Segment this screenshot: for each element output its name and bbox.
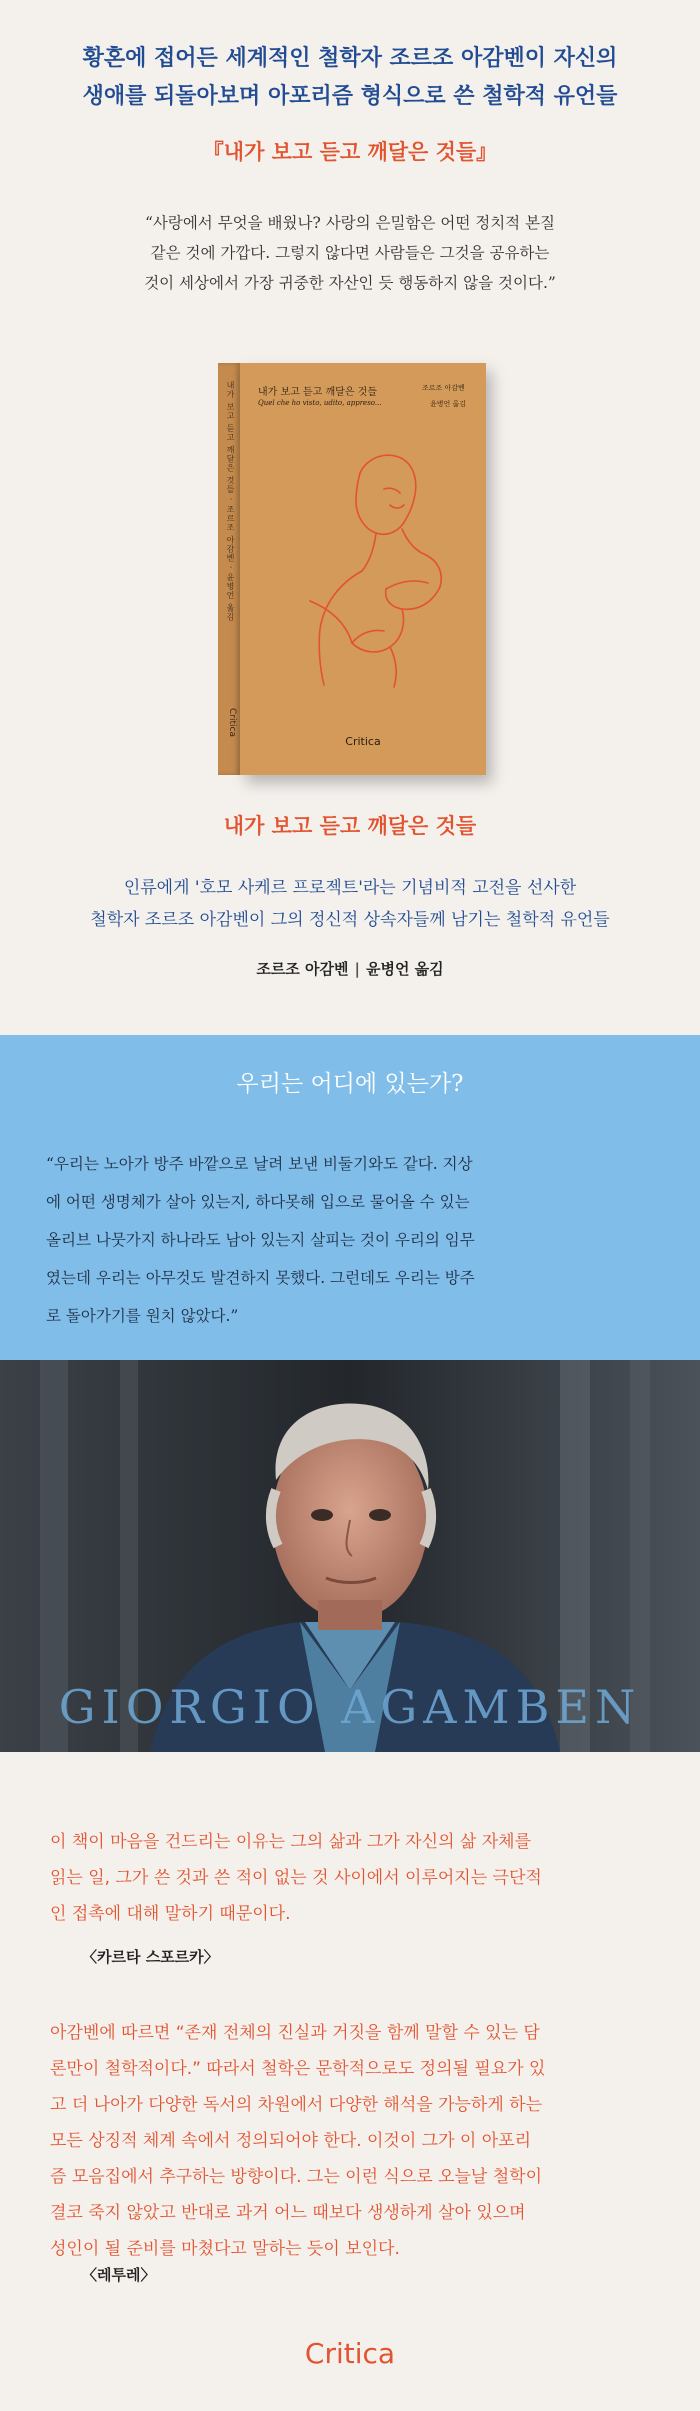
quote-band xyxy=(0,1035,700,1360)
quote-band-text xyxy=(46,1145,656,1335)
review-2-text xyxy=(50,2015,650,2267)
review-2-line-3: 고 더 나아가 다양한 독서의 차원에서 다양한 해석을 가능하게 하는 xyxy=(50,2095,543,2115)
headline-line-1: 황혼에 접어든 세계적인 철학자 조르조 아감벤이 자신의 xyxy=(82,46,618,71)
cover-line-drawing xyxy=(290,433,450,693)
intro-quote-line-2: 같은 것에 가깝다. 그렇지 않다면 사람들은 그것을 공유하는 xyxy=(150,244,550,262)
quote-band-line-5: 로 돌아가기를 원치 않았다.” xyxy=(46,1307,239,1325)
book-spine-brand: Critica xyxy=(227,708,237,737)
cover-subtitle: Quel che ho visto, udito, appreso... xyxy=(258,399,382,407)
credit-separator: | xyxy=(354,960,360,978)
cover-brand: Critica xyxy=(345,735,381,748)
review-2-line-7: 성인이 될 준비를 마쳤다고 말하는 듯이 보인다. xyxy=(50,2239,400,2259)
intro-quote-line-1: “사랑에서 무엇을 배웠나? 사랑의 은밀함은 어떤 정치적 본질 xyxy=(144,214,556,232)
review-2-line-2: 론만이 철학적이다.” 따라서 철학은 문학적으로도 정의될 필요가 있 xyxy=(50,2059,546,2079)
headline-line-2: 생애를 되돌아보며 아포리즘 형식으로 쓴 철학적 유언들 xyxy=(82,84,618,109)
review-1-source: 〈카르타 스포르카〉 xyxy=(82,1948,219,1966)
review-2-line-5: 즘 모음집에서 추구하는 방향이다. 그는 이런 식으로 오늘날 철학이 xyxy=(50,2167,543,2187)
credits xyxy=(0,958,700,979)
cover-translator: 윤병언 옮김 xyxy=(430,400,467,408)
cover-title: 내가 보고 듣고 깨달은 것들 xyxy=(258,387,377,398)
product-description-line-2: 철학자 조르조 아감벤이 그의 정신적 상속자들께 남기는 철학적 유언들 xyxy=(90,910,610,930)
review-2-line-4: 모든 상징적 체계 속에서 정의되어야 한다. 이것이 그가 이 아포리 xyxy=(50,2131,532,2151)
product-description xyxy=(0,872,700,936)
review-2-line-6: 결코 죽지 않았고 반대로 과거 어느 때보다 생생하게 살아 있으며 xyxy=(50,2203,526,2223)
product-name: 내가 보고 듣고 깨달은 것들 xyxy=(223,814,477,838)
book-spine-text: 내가 보고 듣고 깨달은 것들 · 조르조 아감벤 · 윤병언 옮김 xyxy=(226,381,235,622)
book-spine xyxy=(218,363,240,775)
book-title: 『내가 보고 듣고 깨달은 것들』 xyxy=(202,140,498,164)
review-2-line-1: 아감벤에 따르면 “존재 전체의 진실과 거짓을 함께 말할 수 있는 담 xyxy=(50,2023,540,2043)
intro-quote-line-3: 것이 세상에서 가장 귀중한 자산인 듯 행동하지 않을 것이다.” xyxy=(144,274,556,292)
cover-author: 조르조 아감벤 xyxy=(422,384,465,392)
quote-band-line-3: 올리브 나뭇가지 하나라도 남아 있는지 살피는 것이 우리의 임무 xyxy=(46,1231,475,1249)
review-section xyxy=(0,1752,700,2411)
publisher-logo: Critica xyxy=(304,2337,396,2370)
book-cover-image xyxy=(218,363,486,775)
intro-section xyxy=(0,0,700,1035)
quote-band-title: 우리는 어디에 있는가? xyxy=(236,1071,464,1097)
review-1-line-2: 읽는 일, 그가 쓴 것과 쓴 적이 없는 것 사이에서 이루어지는 극단적 xyxy=(50,1868,542,1888)
credit-translator: 윤병언 옮김 xyxy=(365,960,444,978)
book-front xyxy=(240,363,486,775)
review-1-line-3: 인 접촉에 대해 말하기 때문이다. xyxy=(50,1904,291,1924)
review-1-line-1: 이 책이 마음을 건드리는 이유는 그의 삶과 그가 자신의 삶 자체를 xyxy=(50,1832,532,1852)
photo-caption: GIORGIO AGAMBEN xyxy=(58,1680,642,1734)
quote-band-line-4: 였는데 우리는 아무것도 발견하지 못했다. 그런데도 우리는 방주 xyxy=(46,1269,475,1287)
product-description-line-1: 인류에게 '호모 사케르 프로젝트'라는 기념비적 고전을 선사한 xyxy=(123,878,577,898)
intro-quote xyxy=(95,208,605,298)
headline xyxy=(0,40,700,116)
review-2-source: 〈레투레〉 xyxy=(82,2266,156,2284)
quote-band-line-2: 에 어떤 생명체가 살아 있는지, 하다못해 입으로 물어올 수 있는 xyxy=(46,1193,470,1211)
credit-author: 조르조 아감벤 xyxy=(256,960,349,978)
review-1-text xyxy=(50,1824,650,1932)
quote-band-line-1: “우리는 노아가 방주 바깥으로 날려 보낸 비둘기와도 같다. 지상 xyxy=(46,1155,473,1173)
